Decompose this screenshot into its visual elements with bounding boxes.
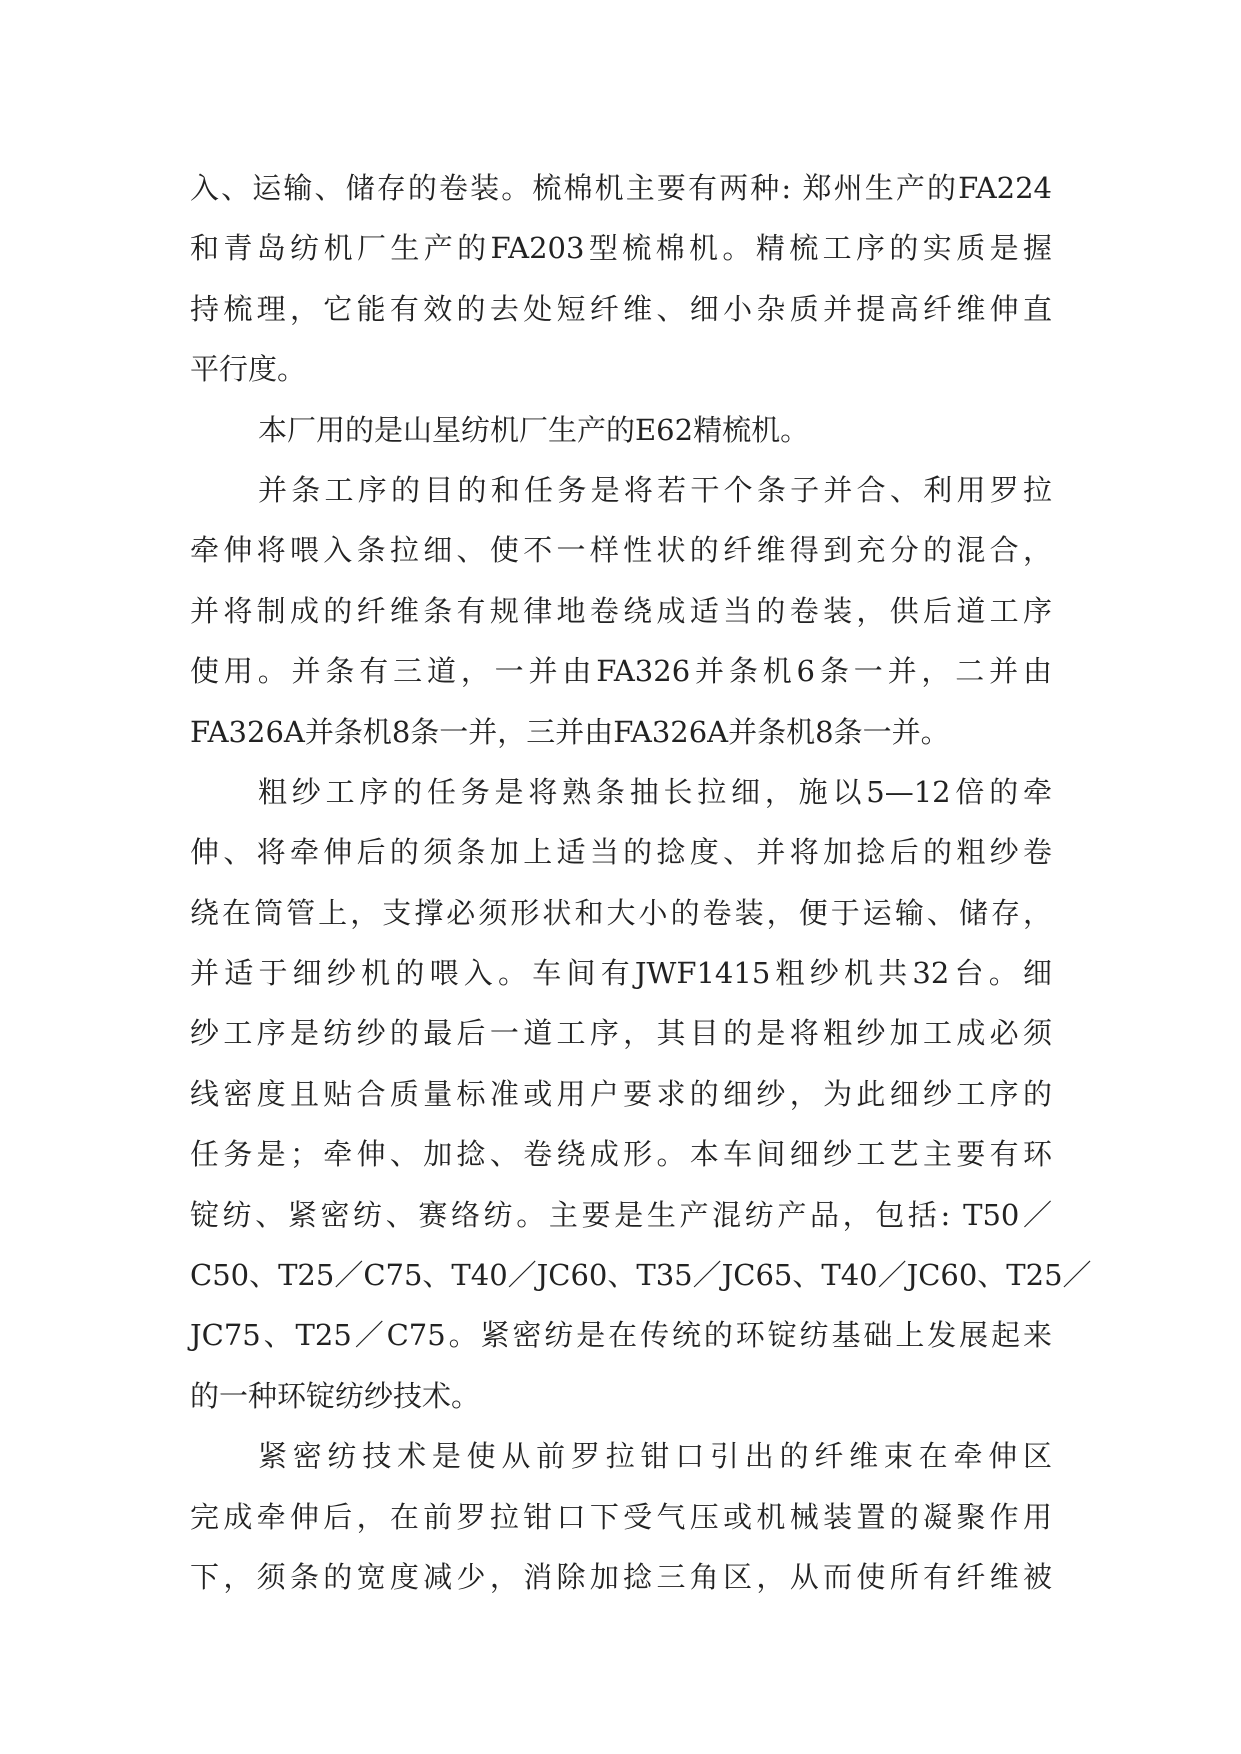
text-line: 绕在筒管上，支撑必须形状和大小的卷装，便于运输、储存， bbox=[190, 895, 1052, 930]
document-body bbox=[190, 158, 1092, 1607]
text-line: 入、运输、储存的卷装。梳棉机主要有两种: 郑州生产的FA224 bbox=[190, 171, 1052, 205]
text-line: 并适于细纱机的喂入。车间有JWF1415粗纱机共32台。细 bbox=[190, 956, 1052, 991]
text-line: 任务是；牵伸、加捻、卷绕成形。本车间细纱工艺主要有环 bbox=[190, 1137, 1052, 1172]
text-line: 使用。并条有三道，一并由FA326并条机6条一并，二并由 bbox=[190, 654, 1052, 689]
text-line: 紧密纺技术是使从前罗拉钳口引出的纤维束在牵伸区 bbox=[258, 1439, 1052, 1474]
text-line: 粗纱工序的任务是将熟条抽长拉细，施以5—12倍的牵 bbox=[258, 774, 1052, 809]
text-line: 持梳理，它能有效的去处短纤维、细小杂质并提高纤维伸直 bbox=[190, 291, 1052, 326]
text-line: 本厂用的是山星纺机厂生产的E62精梳机。 bbox=[258, 412, 810, 447]
text-line: 牵伸将喂入条拉细、使不一样性状的纤维得到充分的混合， bbox=[190, 533, 1052, 568]
text-line: 锭纺、紧密纺、赛络纺。主要是生产混纺产品，包括: T50／ bbox=[190, 1197, 1052, 1232]
text-line: C50、T25／C75、T40／JC60、T35／JC65、T40／JC60、T25／ bbox=[190, 1258, 1092, 1293]
text-line: 伸、将牵伸后的须条加上适当的捻度、并将加捻后的粗纱卷 bbox=[190, 835, 1052, 870]
text-line: 和青岛纺机厂生产的FA203型梳棉机。精梳工序的实质是握 bbox=[190, 231, 1052, 266]
text-line: 并将制成的纤维条有规律地卷绕成适当的卷装，供后道工序 bbox=[190, 593, 1052, 628]
text-line: 并条工序的目的和任务是将若干个条子并合、利用罗拉 bbox=[258, 472, 1052, 507]
text-line: JC75、T25／C75。紧密纺是在传统的环锭纺基础上发展起来 bbox=[190, 1318, 1052, 1353]
text-line: 的一种环锭纺纱技术。 bbox=[190, 1378, 481, 1413]
text-line: 下，须条的宽度减少，消除加捻三角区，从而使所有纤维被 bbox=[190, 1559, 1052, 1594]
text-line: 完成牵伸后，在前罗拉钳口下受气压或机械装置的凝聚作用 bbox=[190, 1499, 1052, 1534]
text-line: 平行度。 bbox=[190, 352, 307, 387]
text-line: 线密度且贴合质量标准或用户要求的细纱，为此细纱工序的 bbox=[190, 1076, 1052, 1111]
text-line: 纱工序是纺纱的最后一道工序，其目的是将粗纱加工成必须 bbox=[190, 1016, 1052, 1051]
text-line: FA326A并条机8条一并，三并由FA326A并条机8条一并。 bbox=[190, 714, 950, 749]
